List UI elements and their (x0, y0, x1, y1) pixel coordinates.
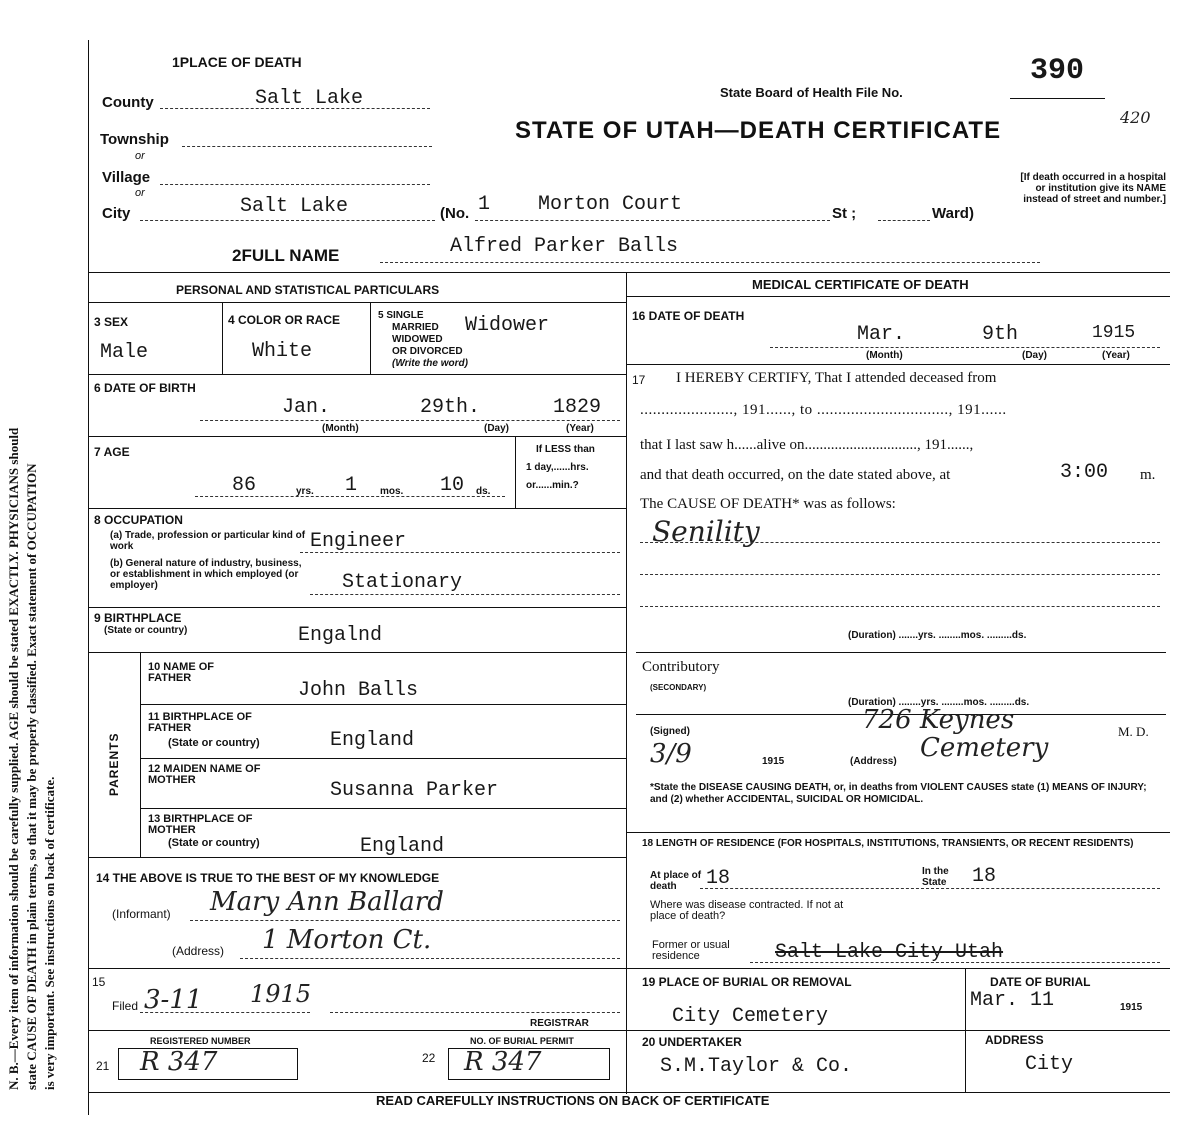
cause-line-3 (640, 606, 1160, 607)
contributory-label: Contributory (642, 659, 720, 675)
father-bp-sublabel: (State or country) (168, 737, 260, 749)
informant-intro: 14 THE ABOVE IS TRUE TO THE BEST OF MY KNOWLEDGE (96, 871, 440, 885)
city-line (140, 220, 435, 221)
full-name-line (380, 262, 1040, 263)
dod-month: Mar. (857, 323, 906, 346)
where-contracted-label: Where was disease contracted. If not at place of death? (650, 899, 844, 922)
street-number: 1 (478, 193, 491, 216)
rule-father-bp-top (140, 704, 626, 705)
rule-sex-color (222, 302, 223, 374)
marital-value: Widower (465, 314, 550, 337)
undertaker-address-value: City (1025, 1053, 1074, 1076)
signed-address: Cemetery (920, 733, 1049, 763)
dob-month-caption: (Month) (322, 423, 359, 434)
color-label: 4 COLOR OR RACE (228, 313, 341, 327)
medical-heading: MEDICAL CERTIFICATE OF DEATH (752, 277, 969, 292)
at-place-label: At place of death (650, 870, 702, 892)
personal-heading: PERSONAL AND STATISTICAL PARTICULARS (176, 283, 440, 297)
ward-label: Ward) (932, 205, 974, 222)
city-value: Salt Lake (240, 195, 349, 218)
signed-label: (Signed) (650, 726, 690, 737)
or-label-1: or (135, 150, 145, 162)
dob-line (200, 420, 620, 421)
death-occurred-text: and that death occurred, on the date stated above, at (640, 467, 951, 483)
rule-color-marital (370, 302, 371, 374)
age-months: 1 (345, 474, 358, 497)
dod-day: 9th (982, 323, 1019, 346)
signed-year: 1915 (762, 756, 785, 767)
dob-month: Jan. (282, 396, 331, 419)
age-days-caption: ds. (476, 486, 491, 497)
township-line (182, 146, 432, 147)
age-years-caption: yrs. (296, 486, 314, 497)
certificate-title: STATE OF UTAH—DEATH CERTIFICATE (515, 117, 1002, 144)
cause-line-2 (640, 574, 1160, 575)
dob-day: 29th. (420, 396, 481, 419)
death-time: 3:00 (1060, 461, 1109, 484)
undertaker-value: S.M.Taylor & Co. (660, 1055, 853, 1078)
file-number: 390 (1030, 54, 1085, 88)
file-number-label: State Board of Health File No. (720, 85, 903, 100)
occupation-label: 8 OCCUPATION (94, 513, 183, 527)
residence-line (700, 888, 1160, 889)
dod-year: 1915 (1092, 323, 1136, 343)
mother-bp-sublabel: (State or country) (168, 837, 260, 849)
rule-mother-top (140, 758, 626, 759)
village-label: Village (102, 169, 151, 186)
rule-residence-top (626, 832, 1170, 833)
secondary-label: (SECONDARY) (650, 683, 707, 692)
form-top-rule (88, 272, 1170, 273)
rule-dob-top (88, 374, 626, 375)
less-day-hrs: 1 day,......hrs. (526, 462, 589, 473)
informant-line (190, 920, 620, 921)
rule-reg-top (88, 1030, 626, 1031)
mother-name-value: Susanna Parker (330, 779, 499, 802)
county-value: Salt Lake (255, 87, 364, 110)
undertaker-label: 20 UNDERTAKER (642, 1035, 742, 1049)
cause-line-1 (640, 542, 1160, 543)
marital-opt-married: MARRIED (392, 322, 439, 333)
occupation-a-label: (a) Trade, profession or particular kind of work (110, 530, 306, 552)
rule-filed-top (88, 968, 626, 969)
item-15: 15 (92, 975, 106, 989)
filed-year: 1915 (250, 980, 312, 1008)
certify-text: I HEREBY CERTIFY, That I attended deceased from (676, 370, 997, 386)
father-name-value: John Balls (298, 679, 419, 702)
marital-opt-single: 5 SINGLE (378, 310, 424, 321)
md-label: M. D. (1118, 724, 1149, 739)
dob-year-caption: (Year) (566, 423, 594, 434)
signed-address-label: (Address) (850, 756, 897, 767)
rule-personal (88, 302, 626, 303)
mother-bp-label: 13 BIRTHPLACE OF MOTHER (148, 813, 253, 836)
village-line (160, 184, 430, 185)
marital-write-note: (Write the word) (392, 358, 468, 369)
dob-year: 1829 (553, 396, 602, 419)
informant-address: 1 Morton Ct. (262, 925, 432, 955)
dod-month-caption: (Month) (866, 350, 903, 361)
full-name-value: Alfred Parker Balls (450, 235, 679, 258)
color-value: White (252, 340, 313, 363)
father-bp-value: England (330, 729, 415, 752)
attended-dates: ......................, 191......, to ..............................., 191...... (640, 402, 1007, 418)
marital-opt-widowed: WIDOWED (392, 334, 443, 345)
footer-instructions: READ CAREFULLY INSTRUCTIONS ON BACK OF CERTIFICATE (376, 1093, 770, 1108)
birthplace-value: Engalnd (298, 624, 383, 647)
township-label: Township (100, 131, 169, 148)
rule-occupation-top (88, 508, 626, 509)
dod-year-caption: (Year) (1102, 350, 1130, 361)
burial-permit-number: R 347 (464, 1047, 542, 1077)
signed-date: 3/9 (650, 739, 692, 769)
father-name-label: 10 NAME OF FATHER (148, 661, 215, 684)
burial-place-value: City Cemetery (672, 1005, 829, 1028)
hospital-note: [If death occurred in a hospital or institution give its NAME instead of street and number.] (1020, 172, 1166, 205)
or-label-2: or (135, 187, 145, 199)
side-note-line3: is very important. See instructions on back of certificate. (42, 776, 57, 1090)
former-residence-value: Salt Lake City Utah (775, 941, 1004, 964)
rule-medical-top (626, 296, 1170, 297)
cause-footnote: *State the DISEASE CAUSING DEATH, or, in deaths from VIOLENT CAUSES state (1) MEANS OF INJURY; and (2) whether ACCIDENTAL, SUICIDAL OR HOMICIDAL. (650, 782, 1147, 805)
item-22: 22 (422, 1051, 436, 1065)
street-suffix-label: St ; (832, 205, 857, 222)
rule-informant-top (88, 857, 626, 858)
rule-age-top (88, 436, 626, 437)
last-saw-text: that I last saw h......alive on.............................., 191......, (640, 437, 974, 453)
side-note-line2: state CAUSE OF DEATH in plain terms, so that it may be properly classified. Exact statement of OCCUPATION (24, 463, 39, 1090)
street-name: Morton Court (538, 193, 683, 216)
rule-burial-top (626, 968, 1170, 969)
mother-name-label: 12 MAIDEN NAME OF MOTHER (148, 763, 261, 786)
ward-line (878, 220, 930, 221)
rule-undertaker-top (626, 1030, 1170, 1031)
less-than-label: If LESS than (536, 444, 595, 455)
dod-line (770, 347, 1160, 348)
city-label: City (102, 205, 131, 222)
cause-label: The CAUSE OF DEATH* was as follows: (640, 496, 896, 512)
side-note-line1: N. B.—Every item of information should be carefully supplied. AGE should be stated EXACTLY. PHYSICIANS should (6, 427, 21, 1090)
burial-place-label: 19 PLACE OF BURIAL OR REMOVAL (642, 975, 852, 989)
informant-label: (Informant) (112, 907, 171, 921)
dob-label: 6 DATE OF BIRTH (94, 381, 196, 395)
less-min: or......min.? (526, 480, 579, 491)
mother-bp-value: England (360, 835, 445, 858)
rule-age-less (515, 436, 516, 508)
form-left-border (88, 40, 89, 1115)
parents-label: PARENTS (107, 732, 121, 796)
full-name-label: 2FULL NAME (232, 246, 340, 265)
rule-contributory-top (636, 652, 1166, 653)
dod-day-caption: (Day) (1022, 350, 1048, 361)
item-21: 21 (96, 1059, 110, 1073)
age-label: 7 AGE (94, 445, 130, 459)
age-years: 86 (232, 474, 257, 497)
file-number-alt: 420 (1120, 108, 1151, 127)
birthplace-sublabel: (State or country) (104, 625, 188, 636)
former-residence-label: Former or usual residence (652, 939, 730, 962)
duration-1: (Duration) .......yrs. ........mos. .........ds. (848, 630, 1027, 641)
age-months-caption: mos. (380, 486, 404, 497)
file-no-line (1010, 98, 1105, 99)
rule-parents-top (88, 652, 626, 653)
undertaker-address-label: ADDRESS (985, 1033, 1044, 1047)
burial-year: 1915 (1120, 1002, 1143, 1013)
occupation-b-label: (b) General nature of industry, business, or establishment in which employed (or employer) (110, 558, 302, 591)
informant-address-line (240, 958, 620, 959)
sex-label: 3 SEX (94, 315, 129, 329)
cause-of-death: Senility (652, 515, 760, 548)
physician-signature: 726 Keynes (862, 705, 1015, 735)
in-state-value: 18 (972, 865, 997, 888)
duration-2: (Duration) ........yrs. ........mos. .........ds. (848, 697, 1030, 708)
informant-signature: Mary Ann Ballard (210, 887, 444, 917)
in-state-label: In the State (922, 866, 949, 888)
filed-label: Filed (112, 999, 139, 1013)
rule-certify-top (626, 364, 1170, 365)
father-bp-label: 11 BIRTHPLACE OF FATHER (148, 711, 252, 734)
occupation-a-value: Engineer (310, 530, 407, 553)
dob-day-caption: (Day) (484, 423, 510, 434)
birthplace-label: 9 BIRTHPLACE (94, 611, 182, 625)
age-days: 10 (440, 474, 465, 497)
date-of-death-label: 16 DATE OF DEATH (632, 309, 745, 323)
registrar-label: REGISTRAR (530, 1018, 589, 1029)
occupation-b-value: Stationary (342, 571, 463, 594)
filed-date: 3-11 (144, 985, 203, 1015)
street-no-label: (No. (440, 205, 470, 222)
street-line (475, 220, 830, 221)
burial-date-value: Mar. 11 (970, 989, 1055, 1012)
burial-date-label: DATE OF BURIAL (990, 975, 1091, 989)
sex-value: Male (100, 341, 149, 364)
column-divider (626, 272, 627, 1094)
informant-address-label: (Address) (172, 944, 225, 958)
rule-birthplace-top (88, 607, 626, 608)
registrar-line (330, 1012, 620, 1013)
rule-parents-side (140, 652, 141, 857)
occupation-b-line (310, 594, 620, 595)
rule-mother-bp-top (140, 808, 626, 809)
former-residence-line (750, 962, 1160, 963)
registered-number-label: REGISTERED NUMBER (150, 1036, 251, 1046)
item-17: 17 (632, 373, 646, 387)
burial-permit-label: NO. OF BURIAL PERMIT (470, 1036, 574, 1046)
registered-number: R 347 (140, 1047, 218, 1077)
marital-opt-divorced: OR DIVORCED (392, 346, 463, 357)
place-of-death-label: 1PLACE OF DEATH (172, 54, 302, 70)
residence-label: 18 LENGTH OF RESIDENCE (FOR HOSPITALS, INSTITUTIONS, TRANSIENTS, OR RECENT RESIDENTS) (642, 838, 1134, 849)
county-label: County (102, 94, 154, 111)
time-suffix: m. (1140, 467, 1156, 483)
at-place-value: 18 (706, 867, 731, 890)
